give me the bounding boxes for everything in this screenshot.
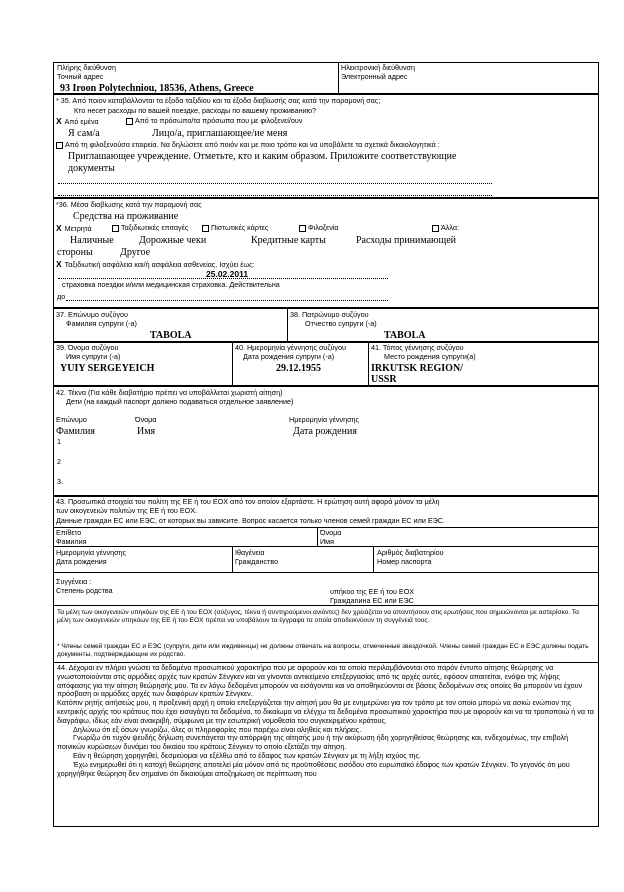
q36-cash-ru: Наличные [70, 235, 114, 246]
q43-surname-ru: Фамилия [56, 537, 87, 546]
q36-insurance-ru2: до [57, 292, 66, 301]
insurance-date: 25.02.2011 [206, 269, 249, 279]
q44-paragraph-6: Έχω ενημερωθεί ότι η κατοχή θεώρησης αποτελεί μία μόνον από τις προϋποθέσεις εισόδου στο ευρωπαϊκό έδαφος των κρατών Σένγκεν. Το γεγονός ότι μου χορηγήθηκε θεώρηση δεν σημαίνει ότι δικαιούμαι αποζημίωση σε περίπτωση που [57, 759, 570, 778]
q44-paragraph-3: Δηλώνω ότι εξ όσων γνωρίζω, όλες οι πληροφορίες που παρέχω είναι αληθείς και πλήρεις. [73, 724, 362, 734]
q39-label-ru: Имя супруги (-а) [66, 352, 121, 361]
q35-self-ru: Я сам/а [68, 128, 100, 139]
q41-label-gr: 41. Τόπος γέννησης συζύγου [371, 343, 464, 352]
q42-title-ru: Дети (на каждый паспорт должно подаваться отдельное заявление) [66, 397, 294, 406]
note-greek: Τα μέλη των οικογενειών υπηκόων της ΕΕ ή του ΕΟΧ (σύζυγος, τέκνα ή συντηρούμενοι ανιόντες) δεν χρειάζεται να απαντήσουν στις ερωτήσεις που σημειώνονται με αστερίσκο. Τα μέλη των οικογενειών υπηκόων της ΕΕ ή του ΕΟΧ πρέπει να υποβάλουν τα έγγραφα τα οποία αποδεικνύουν τη συγγένειά τους. [57, 609, 579, 625]
q42-col-dob-gr: Ημερομηνία γέννησης [289, 415, 359, 424]
q36-title-gr: *36. Μέσα διαβίωσης κατά την παραμονή σας [56, 200, 202, 209]
q43-surname-gr: Επίθετο [56, 528, 82, 537]
q37-label-gr: 37. Επώνυμο συζύγου [56, 310, 128, 319]
q36-hosting-ru: Расходы принимающей [356, 235, 457, 246]
q43-nationality-ru: Гражданство [235, 557, 279, 566]
q43-citizen-gr: υπήκοο της ΕΕ ή του ΕΟΧ [330, 587, 415, 596]
q43-title-gr: 43. Προσωπικά στοιχεία του πολίτη της ΕΕ ή του ΕΟΧ από τον οποίον εξαρτάστε. Η ερώτηση αυτή αφορά μόνον τα μέλη [56, 497, 440, 506]
q42-col-name-gr: Όνομα [135, 415, 157, 424]
q35-title-ru: Кто несет расходы по вашей поездке, расходы по вашему проживанию? [74, 106, 317, 115]
q35-company-ru: Приглашающее учреждение. Отметьте, кто и каким образом. Приложите соответствующие документы [68, 151, 457, 174]
q43-passport-ru: Номер паспорта [377, 557, 432, 566]
q43-nationality-gr: Ιθαγένεια [235, 548, 265, 557]
q43-title-gr2: των οικογενειών πολιτών της ΕΕ ή του ΕΟΧ. [56, 506, 197, 515]
q42-row-3: 3. [57, 477, 63, 486]
checkbox[interactable] [202, 225, 209, 232]
q44-paragraph-2: Κατόπιν ρητής αιτήσεώς μου, η προξενική αρχή η οποία επεξεργάζεται την αίτησή μου θα με ενημερώνει για τον τρόπο με τον οποίο μπορώ να ασκώ ενώπιον της κεντρικής αρχής του κράτους που έχει εισαγάγει τα δεδομένα, το δικαίωμα να ελέγχω τα δεδομένα προσωπικού χαρακτήρα που με αφορούν και να τα τροποποιώ ή να τα διαγράφω, ιδίως εάν είναι ανακριβή, σύμφωνα με την εσωτερική νομοθεσία του συγκεκριμένου κράτους. [57, 698, 594, 725]
q42-col-surname-gr: Επώνυμο [56, 415, 87, 424]
q40-value: 29.12.1955 [276, 363, 321, 374]
q36-cash: X Μετρητά [56, 223, 92, 233]
q36-hosting-ru2: стороны [57, 247, 93, 258]
q42-row-2: 2 [57, 457, 61, 466]
address-label-ru: Точный адрес [57, 72, 104, 81]
q36-insurance: X Ταξιδιωτική ασφάλεια και/ή ασφάλεια ασθενείας. Ισχύει έως: [56, 259, 255, 269]
q43-title-ru: Данные граждан ЕС или ЕЭС, от которых вы зависите. Вопрос касается только членов семей граждан ЕС или ЕЭС. [56, 516, 445, 525]
q42-title-gr: 42. Τέκνα (Για κάθε διαβατήριο πρέπει να υποβάλλεται χωριστή αίτηση) [56, 388, 283, 397]
email-label-ru: Электронный адрес [341, 72, 408, 81]
q43-dob-gr: Ημερομηνία γέννησης [56, 548, 126, 557]
q42-row-1: 1 [57, 437, 61, 446]
q36-cheques: Ταξιδιωτικές επιταγές [112, 224, 188, 233]
address-label-gr: Πλήρης διεύθυνση [57, 63, 117, 72]
checkbox[interactable] [56, 142, 63, 149]
q41-value-line2: USSR [371, 374, 397, 385]
q41-value-line1: IRKUTSK REGION/ [371, 363, 463, 374]
q44-paragraph-5: Εάν η θεώρηση χορηγηθεί, δεσμεύομαι να εξέλθω από το έδαφος των κρατών Σένγκεν με τη λήξη ισχύος της. [73, 750, 422, 760]
q42-col-dob-ru: Дата рождения [293, 426, 357, 437]
q37-label-ru: Фамилия супруги (-а) [66, 319, 137, 328]
q44-paragraph-4: Γνωρίζω ότι τυχόν ψευδής δήλωση συνεπάγεται την απόρριψη της αίτησής μου ή την ακύρωση ήδη χορηγηθείσας θεώρησης και, ενδεχομένως, την επιβολή ποινικών κυρώσεων δυνάμει του δικαίου του κράτους Σένγκεν το οποίο εξετάζει την αίτηση. [57, 733, 569, 752]
q43-dob-ru: Дата рождения [56, 557, 107, 566]
q41-label-ru: Место рождения супруги(а) [384, 352, 476, 361]
q35-option-company: Από τη φιλοξενούσα εταιρεία. Να δηλώσετε από ποιόν και με ποιο τρόπο και να υποβάλετε τα σχετικά δικαιολογητικά : [56, 141, 440, 150]
q36-cheques-ru: Дорожные чеки [139, 235, 207, 246]
q39-label-gr: 39. Όνομα συζύγου [56, 343, 119, 352]
q43-name-ru: Имя [320, 537, 334, 546]
q35-title-gr: * 35. Από ποιον καταβάλλονται τα έξοδα ταξιδίου και τα έξοδα διαβίωσής σας κατά την παραμονή σας; [56, 96, 381, 105]
q38-value: TABOLA [384, 330, 426, 341]
q36-cards-ru: Кредитные карты [251, 235, 326, 246]
q43-relation-gr: Συγγένεια : [56, 577, 92, 586]
q40-label-gr: 40. Ημερομηνία γέννησης συζύγου [235, 343, 346, 352]
q38-label-ru: Отчество супруги (-а) [305, 319, 377, 328]
q35-host-ru: Лицо/а, приглашающее/ие меня [152, 128, 288, 139]
q36-hospitality: Φιλοξενία [299, 224, 339, 233]
address-value: 93 Iroon Polytechniou, 18536, Athens, Greece [60, 83, 254, 94]
note-russian: * Члены семей граждан ЕС и ЕЭС (супруги, дети или иждивенцы) не должны отвечать на вопросы, отмеченные звездочкой. Члены семей граждан ЕС и ЕЭС должны подать документы, подтверждающие их родство. [57, 643, 589, 659]
q40-label-ru: Дата рождения супруги (-а) [243, 352, 335, 361]
checkbox[interactable] [112, 225, 119, 232]
q35-option-self: X Από εμένα [56, 116, 99, 126]
q43-citizen-ru: Граждаnина ЕС или ЕЭС [330, 596, 414, 605]
q37-value: TABOLA [150, 330, 192, 341]
q36-insurance-ru: страховка поездки и/или медицинская страховка. Действительна [62, 280, 280, 289]
q43-passport-gr: Αριθμός διαβατηρίου [377, 548, 444, 557]
q36-cards: Πιστωτικές κάρτες [202, 224, 268, 233]
q36-other: Άλλα: [432, 224, 459, 233]
q38-label-gr: 38. Πατρώνυμο συζύγου [290, 310, 369, 319]
checkbox[interactable] [299, 225, 306, 232]
q42-col-surname-ru: Фамилия [56, 426, 95, 437]
q43-relation-ru: Степень родства [56, 586, 113, 595]
q36-title-ru: Средства на проживание [73, 211, 179, 222]
q36-other-ru: Другое [120, 247, 151, 258]
q44-paragraph-1: 44. Δέχομαι εν πλήρει γνώσει τα δεδομένα προσωπικού χαρακτήρα που με αφορούν και τα οποία περιλαμβάνονται στο παρόν έντυπο αίτησης θεώρησης να γνωστοποιούνται στις αρμόδιες αρχές των κρατών Σένγκεν και να γίνονται αντικείμενο επεξεργασίας από τις αρχές αυτές, εφόσον απαιτείται, ενόψει της λήψης απόφασης για την αίτηση θεώρησής μου. Τα εν λόγω δεδομένα μπορούν να εισάγονται και να αποθηκεύονται σε βάσεις δεδομένων στις οποίες θα μπορούν να έχουν πρόσβαση οι αρμόδιες αρχές των διαφόρων κρατών Σένγκεν. [57, 664, 583, 699]
checkbox[interactable] [126, 118, 133, 125]
q35-option-host: Από το πρόσωπο/τα πρόσωπα που με φιλοξενεί/ουν [126, 117, 302, 126]
checkbox[interactable] [432, 225, 439, 232]
q42-col-name-ru: Имя [137, 426, 156, 437]
q43-name-gr: Όνομα [320, 528, 342, 537]
q39-value: YUIY SERGEYEICH [60, 363, 155, 374]
q44-text [57, 664, 595, 824]
email-label-gr: Ηλεκτρονική διεύθυνση [341, 63, 415, 72]
